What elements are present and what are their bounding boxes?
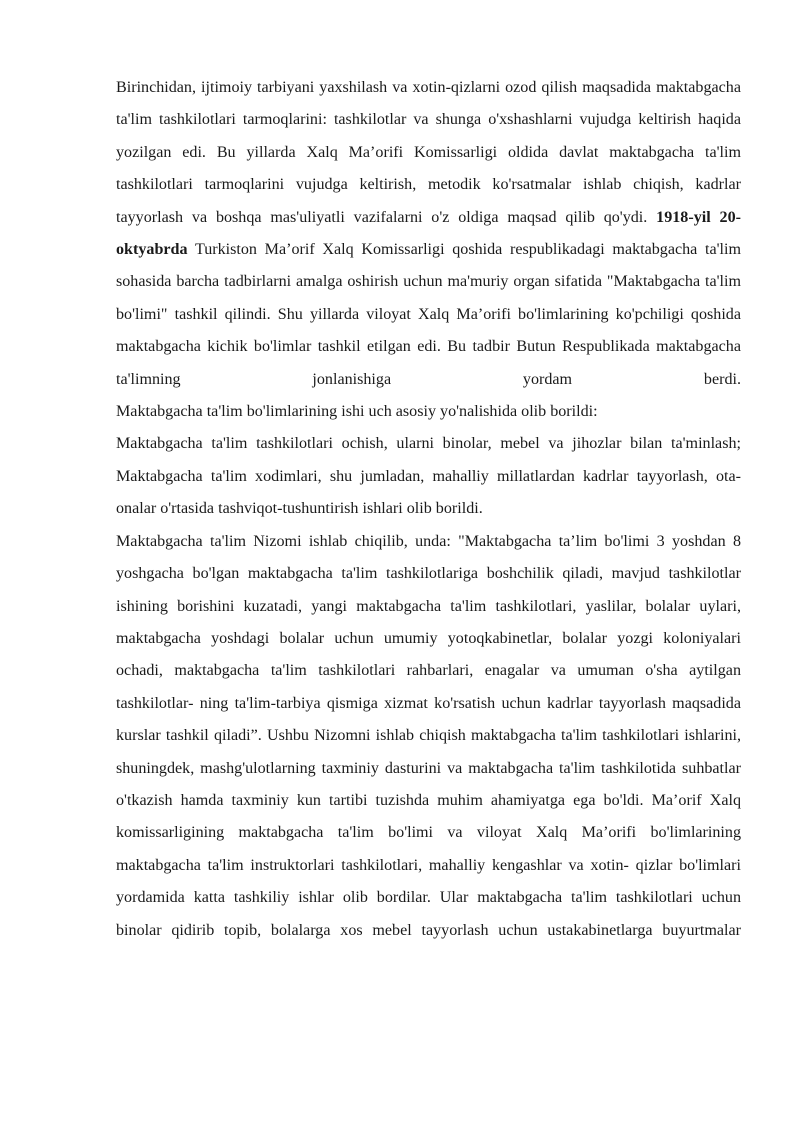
- paragraph-3: Maktabgacha ta'lim tashkilotlari ochish, ularni binolar, mebel va jihozlar bilan ta'minlash; Maktabgacha ta'lim xodimlari, shu jumladan, mahalliy millatlardan kadrlar tayyorlash, ota-onalar o'rtasida tashviqot-tushuntirish ishlari olib borildi.: [116, 435, 741, 518]
- paragraph-4: Maktabgacha ta'lim Nizomi ishlab chiqilib, unda: "Maktabgacha ta’lim bo'limi 3 yoshdan 8 yoshgacha bo'lgan maktabgacha ta'lim tashkilotlariga boshchilik qiladi, mavjud tashkilotlar ishining borishini kuzatadi, yangi maktabgacha ta'lim tashkilotlari, yaslilar, bolalar uylari, maktabgacha yoshdagi bolalar uchun umumiy yotoqkabinetlar, bolalar yozgi koloniyalari ochadi, maktabgacha ta'lim tashkilotlari rahbarlari, enagalar va umuman o'sha aytilgan tashkilotlar- ning ta'lim-tarbiya qismiga xizmat ko'rsatish uchun kadrlar tayyorlash maqsadida kurslar tashkil qiladi”. Ushbu Nizomni ishlab chiqish maktabgacha ta'lim tashkilotlari ishlarini, shuningdek, mashg'ulotlarning taxminiy dasturini va maktabgacha ta'lim tashkilotida suhbatlar o'tkazish hamda taxminiy kun tartibi tuzishda muhim ahamiyatga ega bo'ldi. Ma’orif Xalq komissarligining maktabgacha ta'lim bo'limi va viloyat Xalq Ma’orifi bo'limlarining maktabgacha ta'lim instruktorlari tashkilotlari, mahalliy kengashlar va xotin- qizlar bo'limlari yordamida katta tashkiliy ishlar olib bordilar. Ular maktabgacha ta'lim tashkilotlari uchun binolar qidirib topib, bolalarga xos mebel tayyorlash uchun ustakabinetlarga buyurtmalar: [116, 532, 741, 939]
- document-page: [116, 72, 741, 947]
- paragraph-2: Maktabgacha ta'lim bo'limlarining ishi uch asosiy yo'nalishida olib borildi:: [116, 403, 598, 421]
- paragraph-1-text-end: Turkiston Ma’orif Xalq Komissarligi qoshida respublikadagi maktabgacha ta'lim sohasida barcha tadbirlarni amalga oshirish uchun ma'muriy organ sifatida "Maktabgacha ta'lim bo'limi" tashkil qilindi. Shu yillarda viloyat Xalq Ma’orifi bo'limlarining ko'pchiligi qoshida maktabgacha kichik bo'limlar tashkil etilgan edi. Bu tadbir Butun Respublikada maktabgacha ta'limning jonlanishiga yordam berdi.: [116, 241, 741, 388]
- paragraph-1: [116, 72, 741, 396]
- bold-date: 1918-yil 20-oktyabrda: [116, 208, 742, 259]
- paragraph-1-text-start: Birinchidan, ijtimoiy tarbiyani yaxshilash va xotin-qizlarni ozod qilish maqsadida maktabgacha ta'lim tashkilotlari tarmoqlarini: tashkilotlar va shunga o'xshashlarni vujudga keltirish haqida yozilgan edi. Bu yillarda Xalq Ma’orifi Komissarligi oldida davlat maktabgacha ta'lim tashkilotlari tarmoqlarini vujudga keltirish, metodik ko'rsatmalar ishlab chiqish, kadrlar tayyorlash va boshqa mas'uliyatli vazifalarni o'z oldiga maqsad qilib qo'ydi.: [116, 79, 741, 226]
